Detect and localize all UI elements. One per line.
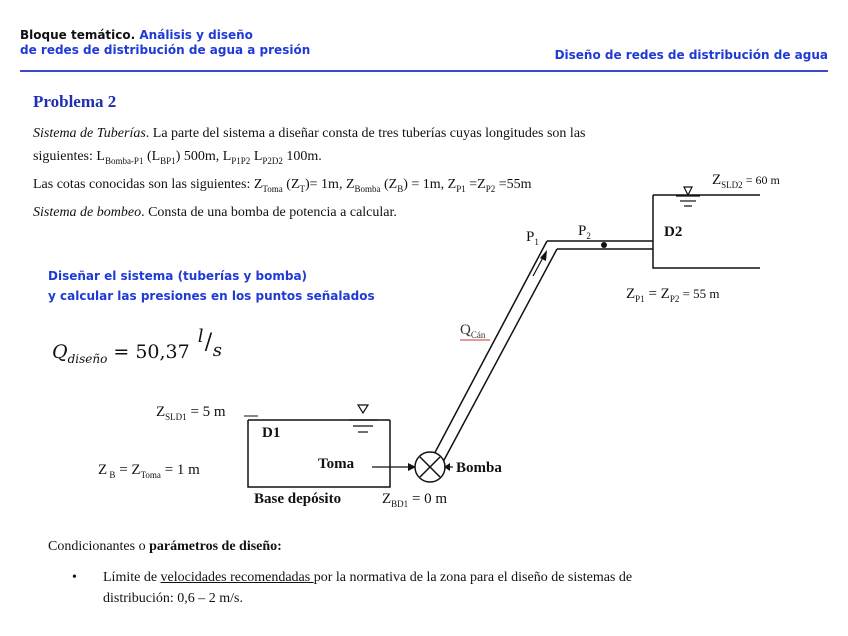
label-zbd1: $Z_{BD1} = 0$ m [382, 491, 448, 509]
statement-heading-pumping: Sistema de bombeo [33, 204, 142, 220]
task-note-line-2: y calcular las presiones en los puntos señalados [48, 289, 375, 303]
label-d2: D2 [664, 224, 683, 240]
statement-line-2: siguientes: $L_{Bomba-P1}$ $(L_{BP1})$ 500m, $L_{P1P2}$ $L_{P2D2}$ 100m. [33, 149, 322, 166]
problem-title: Problema 2 [33, 92, 117, 111]
conditions-list-item: Límite de velocidades recomendadas por la normativa de la zona para el diseño de sistemas de distribución: 0,6 – 2 m/s. [103, 570, 633, 606]
label-d1: D1 [262, 425, 281, 441]
pipe-bomba-p1 [431, 241, 557, 462]
header-topic-label: Bloque temático. [20, 28, 136, 42]
label-zp1-zp2: $Z_{P1} = Z_{P2} = 55$ m [626, 286, 720, 304]
label-bomba: Bomba [456, 460, 502, 476]
label-base-deposito: Base depósito [254, 491, 342, 507]
label-q-flow: $Q_{Cán}$ [460, 322, 486, 340]
label-zb-ztoma: Z $_B = Z_{Toma} = 1$ m [98, 462, 200, 480]
statement-line-1: Sistema de Tuberías. La parte del sistema a diseñar consta de tres tuberías cuyas longitudes son las [33, 126, 586, 141]
conditions-heading: Condicionantes o parámetros de diseño: [48, 539, 282, 554]
header-topic-title-2: de redes de distribución de agua a presión [20, 43, 311, 57]
design-flow-formula: $Q_{diseño} = 50,37$ l / s [52, 326, 223, 366]
label-p2: $P_2$ [578, 223, 591, 241]
label-toma: Toma [318, 456, 355, 472]
label-p1: $P_1$ [526, 229, 539, 247]
bullet-icon: • [72, 570, 77, 585]
statement-line-3: Las cotas conocidas son las siguientes: $Z_{Toma}$ $(Z_T)= 1m$, $Z_{Bomba}$ $(Z_B) = 1m$, $Z_{P1} =Z_{P2} =55m$ [33, 176, 532, 194]
header-section-title: Diseño de redes de distribución de agua [554, 48, 828, 62]
point-p2-marker [601, 242, 607, 248]
header-topic-title-1: Análisis y diseño [139, 28, 253, 42]
water-level-d1-icon [349, 405, 377, 432]
toma-arrow-icon [372, 463, 416, 471]
pump-icon [415, 452, 445, 482]
task-note-line-1: Diseñar el sistema (tuberías y bomba) [48, 269, 308, 283]
label-zsld2: $Z_{SLD2} = 60$ m [712, 172, 780, 190]
statement-line-4: Sistema de bombeo. Consta de una bomba de potencia a calcular. [33, 204, 397, 220]
water-level-d2-icon [676, 187, 700, 206]
pipe-p1-d2 [547, 241, 653, 249]
label-zsld1: $Z_{SLD1} = 5$ m [156, 404, 226, 422]
statement-heading-pipes: Sistema de Tuberías [33, 126, 146, 141]
